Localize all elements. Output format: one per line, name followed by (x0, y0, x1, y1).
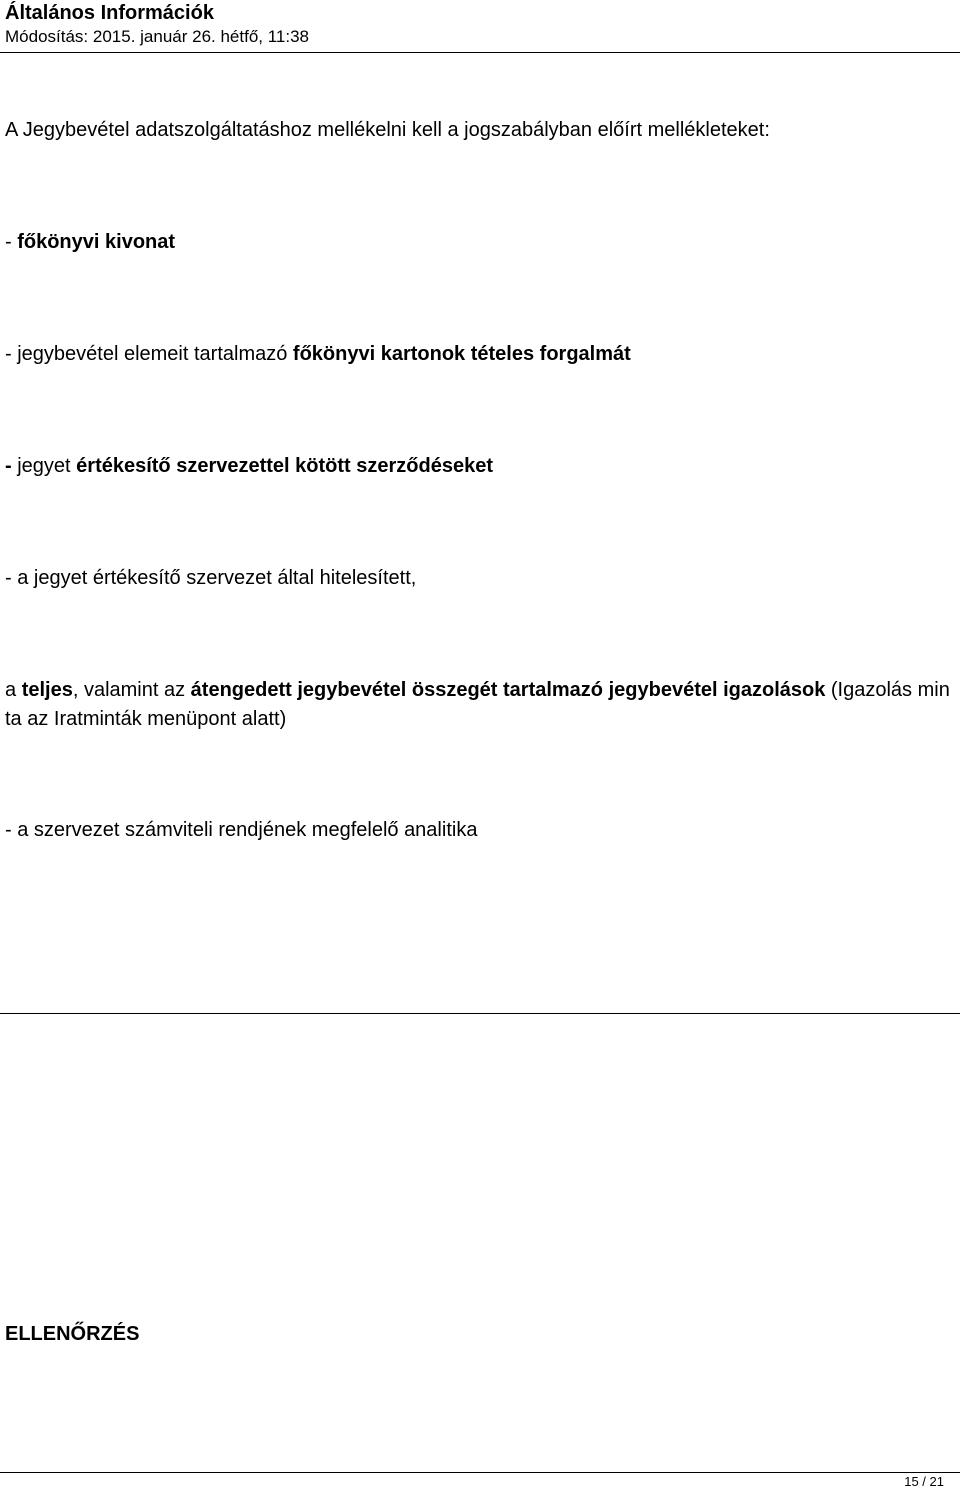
list-item-bold: átengedett jegybevétel összegét tartalmazó jegybevétel igazolások (190, 679, 826, 701)
list-item-prefix: - (5, 231, 18, 253)
list-item-bold: teljes (21, 679, 73, 701)
list-item-text: a (5, 679, 22, 701)
list-item-text: (Igazolás minta az Iratminták menüpont alatt) (5, 679, 950, 730)
list-item-prefix: - jegybevétel elemeit tartalmazó (5, 343, 293, 365)
list-item (5, 452, 955, 480)
intro-paragraph: A Jegybevétel adatszolgáltatáshoz mellékelni kell a jogszabályban előírt mellékleteket: (5, 119, 770, 141)
header-divider (0, 52, 960, 53)
list-item (5, 676, 955, 734)
list-item-bullet: - (5, 455, 18, 477)
list-item: - a jegyet értékesítő szervezet által hitelesített, (5, 567, 417, 589)
list-item-bold: főkönyvi kartonok tételes forgalmát (292, 343, 631, 365)
list-item-text: , valamint az (72, 679, 191, 701)
modification-date: Módosítás: 2015. január 26. hétfő, 11:38 (5, 27, 310, 46)
list-item-bold: főkönyvi kivonat (17, 231, 176, 253)
list-item: - a szervezet számviteli rendjének megfelelő analitika (5, 819, 478, 841)
page-number: 15 / 21 (904, 1474, 944, 1489)
list-item (5, 340, 955, 368)
list-item (5, 228, 955, 256)
section-heading: ELLENŐRZÉS (5, 1323, 140, 1345)
list-item-bold: értékesítő szervezettel kötött szerződéseket (76, 455, 493, 477)
footer-divider (0, 1472, 960, 1473)
list-item-text: jegyet (17, 455, 77, 477)
section-divider (0, 1013, 960, 1014)
page-title: Általános Információk (5, 2, 214, 24)
